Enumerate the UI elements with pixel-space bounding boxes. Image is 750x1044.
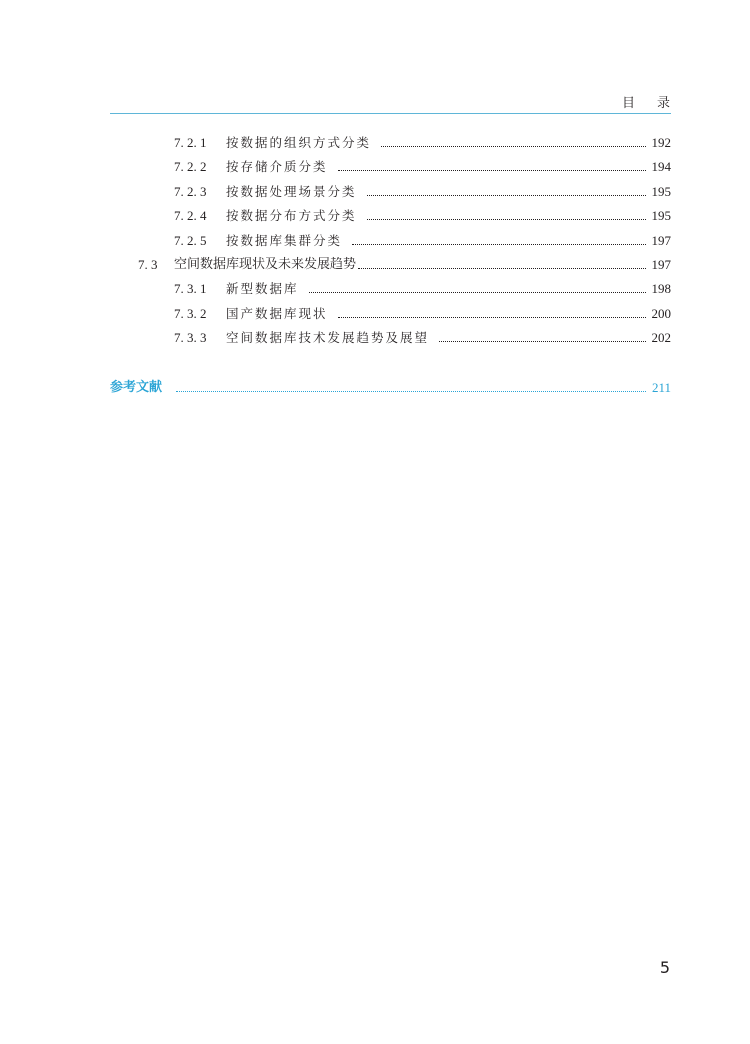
running-header-label: 目录 [621, 96, 692, 111]
dot-leader [358, 268, 645, 269]
toc-entry-title: 空间数据库技术发展趋势及展望 [226, 330, 430, 345]
toc-entry-number: 7. 3 [138, 257, 158, 272]
toc-entry-title: 按数据处理场景分类 [226, 184, 357, 199]
dot-leader [338, 170, 646, 171]
toc-entry[interactable] [174, 329, 671, 347]
toc-entry-page: 195 [651, 208, 671, 223]
toc-entry-page: 202 [651, 330, 671, 345]
toc-entry-title: 按数据的组织方式分类 [226, 135, 372, 150]
toc-entry[interactable] [174, 183, 671, 201]
toc-references-title: 参考文献 [110, 380, 163, 395]
toc-entry-page: 192 [651, 135, 671, 150]
toc-entry-title: 新型数据库 [226, 281, 299, 296]
toc-section-entry[interactable] [138, 256, 671, 274]
toc-entry-page: 197 [651, 257, 671, 272]
toc-entry-number: 7. 2. 3 [174, 184, 207, 199]
page-number: 5 [659, 958, 670, 977]
dot-leader [176, 391, 646, 392]
dot-leader [352, 244, 645, 245]
dot-leader [381, 146, 645, 147]
toc-entry-page: 198 [651, 281, 671, 296]
toc-entry[interactable] [174, 134, 671, 152]
toc-entry-title: 按存储介质分类 [226, 159, 328, 174]
header-rule [110, 113, 671, 114]
toc-references-page: 211 [651, 380, 671, 395]
toc-entry[interactable] [174, 232, 671, 250]
toc-entry[interactable] [174, 280, 671, 298]
toc-entry-page: 197 [651, 233, 671, 248]
toc-entry[interactable] [174, 158, 671, 176]
toc-entry-number: 7. 2. 4 [174, 208, 207, 223]
toc-entry-title: 空间数据库现状及未来发展趋势 [174, 257, 357, 272]
toc-entry-title: 按数据分布方式分类 [226, 208, 357, 223]
toc-entry-title: 按数据库集群分类 [226, 233, 343, 248]
toc-entry-number: 7. 3. 1 [174, 281, 207, 296]
dot-leader [367, 219, 646, 220]
toc-entry-number: 7. 2. 1 [174, 135, 207, 150]
toc-entry-page: 200 [651, 306, 671, 321]
toc-entry-title: 国产数据库现状 [226, 306, 328, 321]
toc-entry-number: 7. 3. 2 [174, 306, 207, 321]
dot-leader [338, 317, 646, 318]
toc-entry-page: 194 [651, 159, 671, 174]
toc-entry-number: 7. 3. 3 [174, 330, 207, 345]
running-header [110, 92, 692, 112]
toc-entry-number: 7. 2. 2 [174, 159, 207, 174]
dot-leader [367, 195, 646, 196]
toc-entry-number: 7. 2. 5 [174, 233, 207, 248]
toc-entry-page: 195 [651, 184, 671, 199]
toc-entry[interactable] [174, 305, 671, 323]
dot-leader [309, 292, 646, 293]
dot-leader [439, 341, 645, 342]
toc-entry[interactable] [174, 207, 671, 225]
toc-references-entry[interactable] [110, 379, 671, 397]
